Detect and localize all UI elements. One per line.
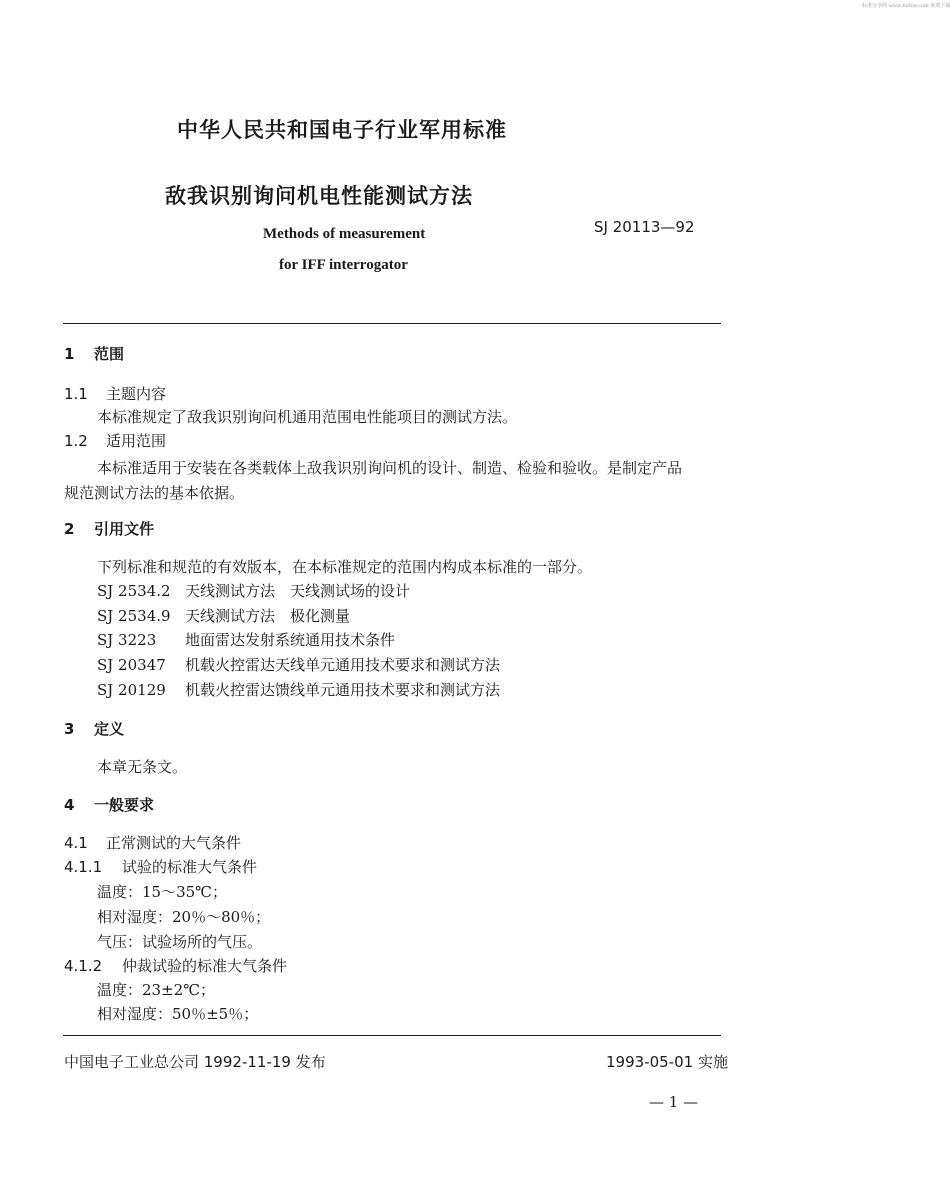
reference-title: 天线测试方法 天线测试场的设计 [185,582,411,600]
doc-title: 敌我识别询问机电性能测试方法 [165,184,473,208]
page-number: — 1 — [649,1093,699,1111]
section-title: 适用范围 [106,432,167,450]
reference-item [97,679,500,700]
condition-item: 气压：试验场所的气压。 [97,933,263,951]
section-title: 一般要求 [94,796,155,814]
section-number: 4.1 [64,834,88,852]
section-4-1-heading [64,832,241,853]
condition-item: 相对湿度：20％～80％； [97,908,271,926]
reference-code: SJ 20347 [97,656,166,674]
section-title: 定义 [94,720,125,738]
section-1-2-text-line1: 本标准适用于安装在各类载体上敌我识别询问机的设计、制造、检验和验收。是制定产品 [97,459,683,477]
section-4-1-1-heading [64,856,257,877]
header-rule [63,323,721,324]
org-title: 中华人民共和国电子行业军用标准 [177,118,507,142]
reference-code: SJ 3223 [97,631,157,649]
watermark: 标准分享网 www.bzfxw.com 免费下载 [862,3,950,9]
section-number: 3 [64,720,75,738]
standard-code: SJ 20113—92 [594,218,695,236]
section-number: 1.2 [64,432,88,450]
reference-code: SJ 2534.2 [97,582,171,600]
section-number: 4.1.1 [64,858,103,876]
reference-item [97,654,500,675]
reference-title: 机载火控雷达馈线单元通用技术要求和测试方法 [185,681,501,699]
section-number: 2 [64,520,75,538]
section-4-1-2-heading [64,955,287,976]
section-title: 范围 [94,345,125,363]
section-1-2-text-line2: 规范测试方法的基本依据。 [64,484,245,502]
reference-item [97,580,410,601]
reference-code: SJ 2534.9 [97,607,171,625]
section-number: 4 [64,796,75,814]
reference-title: 机载火控雷达天线单元通用技术要求和测试方法 [185,656,501,674]
reference-item [97,629,395,650]
section-1-1-text: 本标准规定了敌我识别询问机通用范围电性能项目的测试方法。 [97,408,518,426]
effective-date: 1993-05-01 实施 [606,1053,728,1071]
reference-title: 天线测试方法 极化测量 [185,607,351,625]
section-title: 仲裁试验的标准大气条件 [122,957,288,975]
section-title: 引用文件 [94,520,155,538]
section-3-text: 本章无条文。 [97,758,188,776]
section-4-heading [64,794,154,815]
english-title-line2: for IFF interrogator [279,257,408,273]
footer-rule [63,1035,721,1036]
section-1-1-heading [64,383,166,404]
section-number: 1.1 [64,385,88,403]
english-title-line1: Methods of measurement [263,226,426,242]
reference-code: SJ 20129 [97,681,166,699]
condition-item: 温度：15～35℃； [97,883,227,901]
section-number: 4.1.2 [64,957,103,975]
section-number: 1 [64,345,75,363]
reference-title: 地面雷达发射系统通用技术条件 [185,631,396,649]
section-1-heading [64,343,124,364]
section-title: 主题内容 [106,385,167,403]
section-2-intro: 下列标准和规范的有效版本，在本标准规定的范围内构成本标准的一部分。 [97,558,593,576]
section-3-heading [64,718,124,739]
reference-item [97,605,350,626]
section-title: 正常测试的大气条件 [106,834,242,852]
section-title: 试验的标准大气条件 [122,858,258,876]
issued-by: 中国电子工业总公司 1992-11-19 发布 [64,1053,326,1071]
condition-item: 相对湿度：50％±5％； [97,1005,259,1023]
section-2-heading [64,518,154,539]
condition-item: 温度：23±2℃； [97,981,215,999]
section-1-2-heading [64,430,166,451]
